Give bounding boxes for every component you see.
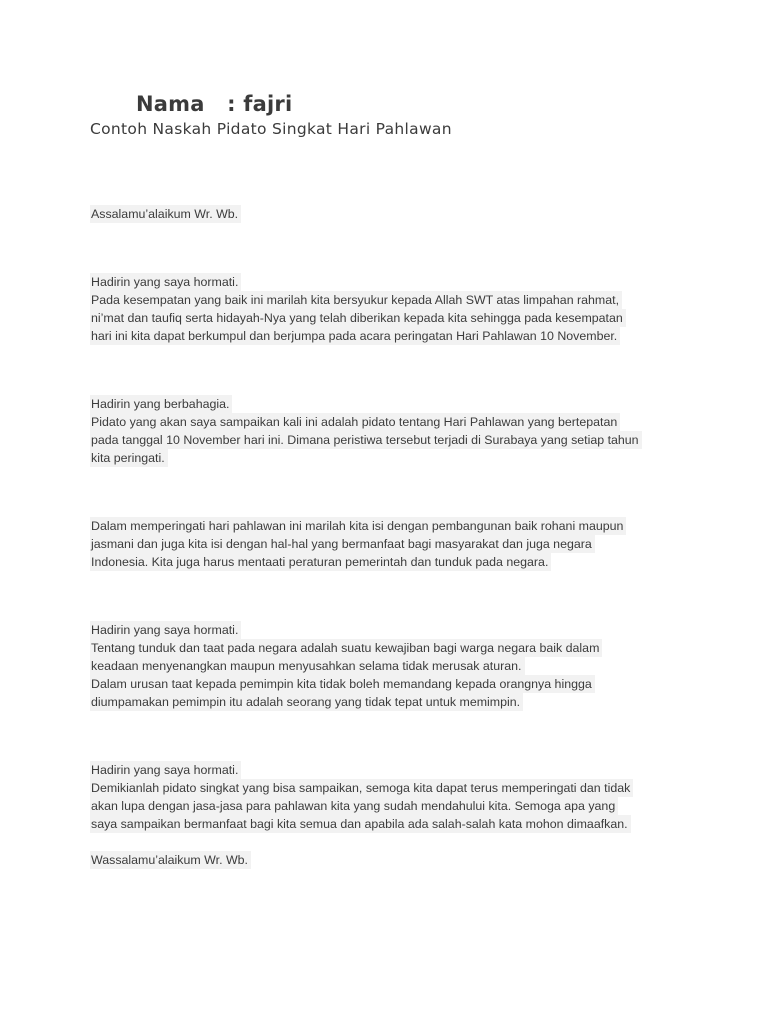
paragraph-line: Pidato yang akan saya sampaikan kali ini adalah pidato tentang Hari Pahlawan yang bertepatan xyxy=(90,413,620,431)
greeting-closing: Wassalamu’alaikum Wr. Wb. xyxy=(90,851,251,869)
paragraph-line: Dalam urusan taat kepada pemimpin kita tidak boleh memandang kepada orangnya hingga xyxy=(90,675,595,693)
paragraph-line: ni’mat dan taufiq serta hidayah-Nya yang telah diberikan kepada kita sehingga pada kesempatan xyxy=(90,309,626,327)
paragraph-line: Demikianlah pidato singkat yang bisa sampaikan, semoga kita dapat terus memperingati dan tidak xyxy=(90,779,633,797)
paragraph-line: Indonesia. Kita juga harus mentaati peraturan pemerintah dan tunduk pada negara. xyxy=(90,553,551,571)
paragraph-line: keadaan menyenangkan maupun menyusahkan selama tidak merusak aturan. xyxy=(90,657,525,675)
paragraph-line: Hadirin yang saya hormati. xyxy=(90,273,241,291)
name-separator: : xyxy=(227,92,236,116)
greeting-opening: Assalamu’alaikum Wr. Wb. xyxy=(90,205,241,223)
paragraph-line: Tentang tunduk dan taat pada negara adalah suatu kewajiban bagi warga negara baik dalam xyxy=(90,639,602,657)
paragraph-line: pada tanggal 10 November hari ini. Dimana peristiwa tersebut terjadi di Surabaya yang setiap tahun xyxy=(90,431,642,449)
name-value: fajri xyxy=(243,92,293,116)
paragraph-line: Hadirin yang saya hormati. xyxy=(90,761,241,779)
paragraph-line: jasmani dan juga kita isi dengan hal-hal yang bermanfaat bagi masyarakat dan juga negara xyxy=(90,535,595,553)
paragraph-line: hari ini kita dapat berkumpul dan berjumpa pada acara peringatan Hari Pahlawan 10 November. xyxy=(90,327,620,345)
paragraph-line: kita peringati. xyxy=(90,449,168,467)
paragraph-line: Pada kesempatan yang baik ini marilah kita bersyukur kepada Allah SWT atas limpahan rahmat, xyxy=(90,291,622,309)
document-title: Contoh Naskah Pidato Singkat Hari Pahlawan xyxy=(90,120,452,138)
paragraph-line: Dalam memperingati hari pahlawan ini marilah kita isi dengan pembangunan baik rohani maupun xyxy=(90,517,626,535)
paragraph-line: Hadirin yang saya hormati. xyxy=(90,621,241,639)
paragraph-line: saya sampaikan bermanfaat bagi kita semua dan apabila ada salah-salah kata mohon dimaafkan. xyxy=(90,815,631,833)
paragraph-line: akan lupa dengan jasa-jasa para pahlawan kita yang sudah mendahului kita. Semoga apa yang xyxy=(90,797,618,815)
name-label: Nama xyxy=(136,92,205,116)
paragraph-line: diumpamakan pemimpin itu adalah seorang yang tidak tepat untuk memimpin. xyxy=(90,693,523,711)
name-line xyxy=(136,92,292,116)
paragraph-line: Hadirin yang berbahagia. xyxy=(90,395,232,413)
